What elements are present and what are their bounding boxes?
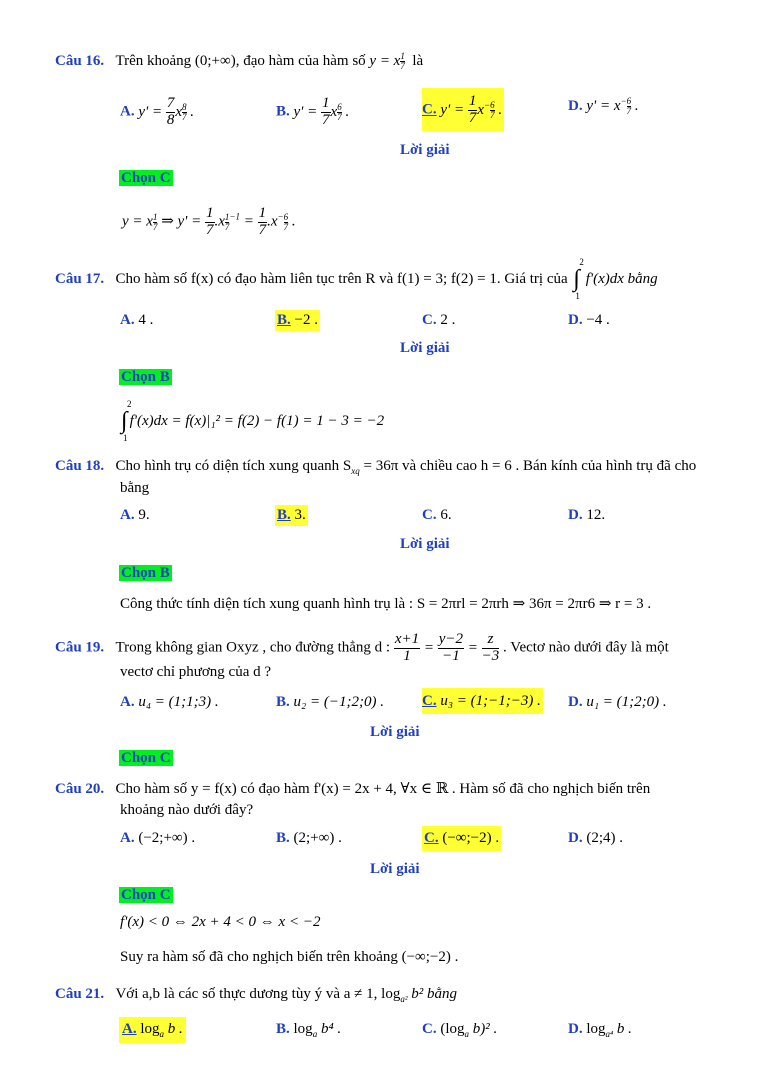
option-d[interactable]: D. −4 . (568, 312, 610, 328)
option-b[interactable]: B. (2;+∞) . (276, 830, 342, 846)
option-c[interactable]: C. 6. (422, 507, 452, 523)
question-21-stem: Câu 21. Với a,b là các số thực dương tùy ý và a ≠ 1, $\log_{a^2} b^2$ bằng (55, 986, 458, 1004)
question-text: Trên khoảng (0;+∞), đạo hàm của hàm số (115, 53, 366, 69)
option-a[interactable]: A. y' = $\frac{7}{8}$ x $\frac{8}{7}$ . (120, 95, 195, 128)
option-b-correct[interactable]: B. −2 . (275, 310, 320, 331)
function-expression: y = x $\frac{1}{7}$ (369, 51, 405, 71)
chosen-answer: Chọn B (121, 565, 170, 581)
option-d[interactable]: D. y' = x− $\frac{6}{7}$ . (568, 96, 639, 116)
option-b-correct[interactable]: B. 3. (275, 505, 308, 526)
solution-formula: y = x $\frac{1}{7}$ ⇒ y' = $\frac{1}{7}$ .x $\frac{1}{7}$ $^{-1}$ = $\frac{1}{7}$ .x− $\frac{6}{7}$ . (122, 205, 296, 238)
solution-heading: Lời giải (400, 340, 450, 356)
solution-text: Công thức tính diện tích xung quanh hình trụ là : S = 2πrl = 2πrh ⇒ 36π = 2πr6 ⇒ r = 3 . (120, 596, 652, 612)
question-19-stem: Câu 19. Trong không gian Oxyz , cho đường thẳng d : $\frac{x+1}{1}$ = $\frac{y-2}{-1}$ = $\frac{z}{-3}$ . Vectơ nào dưới đây là một (55, 631, 669, 664)
question-number: Câu 16. (55, 53, 105, 69)
option-c[interactable]: C. ($\log_a$ b)² . (422, 1021, 498, 1039)
option-c-correct[interactable]: C. y' = $\frac{1}{7}$ x− $\frac{6}{7}$ . (422, 88, 504, 131)
option-a[interactable]: A. 4 . (120, 312, 154, 328)
option-d[interactable]: D. u₁ = (1;2;0) . (568, 694, 667, 710)
question-text-tail: là (412, 53, 424, 69)
option-a[interactable]: A. (−2;+∞) . (120, 830, 196, 846)
solution-heading: Lời giải (400, 142, 450, 158)
question-18-stem: Câu 18. Cho hình trụ có diện tích xung quanh $S_{xq} = 36\pi$ và chiều cao h = 6 . Bán kính của hình trụ đã cho (55, 458, 697, 476)
option-b[interactable]: B. $\log_a b^4$ . (276, 1021, 342, 1039)
solution-heading: Lời giải (400, 536, 450, 552)
question-17-stem: Câu 17. Cho hàm số f(x) có đạo hàm liên tục trên R và f(1) = 3; f(2) = 1. Giá trị của ∫ 2 1 f'(x)dx bằng (55, 257, 658, 301)
solution-text: Suy ra hàm số đã cho nghịch biến trên khoảng (−∞;−2) . (120, 949, 459, 965)
question-text: Cho hàm số f(x) có đạo hàm liên tục trên R và f(1) = 3; f(2) = 1. Giá trị của (115, 270, 568, 287)
question-20-line2: khoảng nào dưới đây? (120, 802, 254, 818)
option-b[interactable]: B. u₂ = (−1;2;0) . (276, 694, 384, 710)
option-c-correct[interactable]: C. u₃ = (1;−1;−3) . (422, 688, 543, 714)
chosen-answer: Chọn B (121, 369, 170, 385)
solution-formula: ∫ 2 1 f'(x)dx = f(x)|₁² = f(2) − f(1) = 1 − 3 = −2 (121, 399, 385, 443)
chosen-answer: Chọn C (121, 750, 171, 766)
chosen-answer: Chọn C (121, 887, 171, 903)
chosen-answer: Chọn C (121, 170, 171, 186)
option-d[interactable]: D. (2;4) . (568, 830, 624, 846)
option-a[interactable]: A. 9. (120, 507, 150, 523)
line-equation: $\frac{x+1}{1}$ = $\frac{y-2}{-1}$ = $\frac{z}{-3}$ (394, 631, 500, 664)
question-18-line2: bằng (120, 480, 150, 496)
option-c[interactable]: C. 2 . (422, 312, 456, 328)
question-20-stem: Câu 20. Cho hàm số y = f(x) có đạo hàm f'(x) = 2x + 4, ∀x ∈ ℝ . Hàm số đã cho nghịch biến trên (55, 781, 651, 797)
option-d[interactable]: D. $\log_{a^4} b$ . (568, 1021, 632, 1039)
option-a[interactable]: A. u₄ = (1;1;3) . (120, 694, 219, 710)
option-d[interactable]: D. 12. (568, 507, 606, 523)
option-b[interactable]: B. y' = $\frac{1}{7}$ x $\frac{6}{7}$ . (276, 95, 350, 128)
question-19-line2: vectơ chỉ phương của d ? (120, 664, 272, 680)
option-a-correct[interactable]: A. $\log_a b$ . (119, 1017, 186, 1043)
question-16-stem (55, 52, 423, 71)
solution-heading: Lời giải (370, 861, 420, 877)
solution-formula: f'(x) < 0 ⇔ 2x + 4 < 0 ⇔ x < −2 (120, 914, 321, 930)
solution-heading: Lời giải (370, 724, 420, 740)
option-c-correct[interactable]: C. (−∞;−2) . (422, 826, 501, 851)
